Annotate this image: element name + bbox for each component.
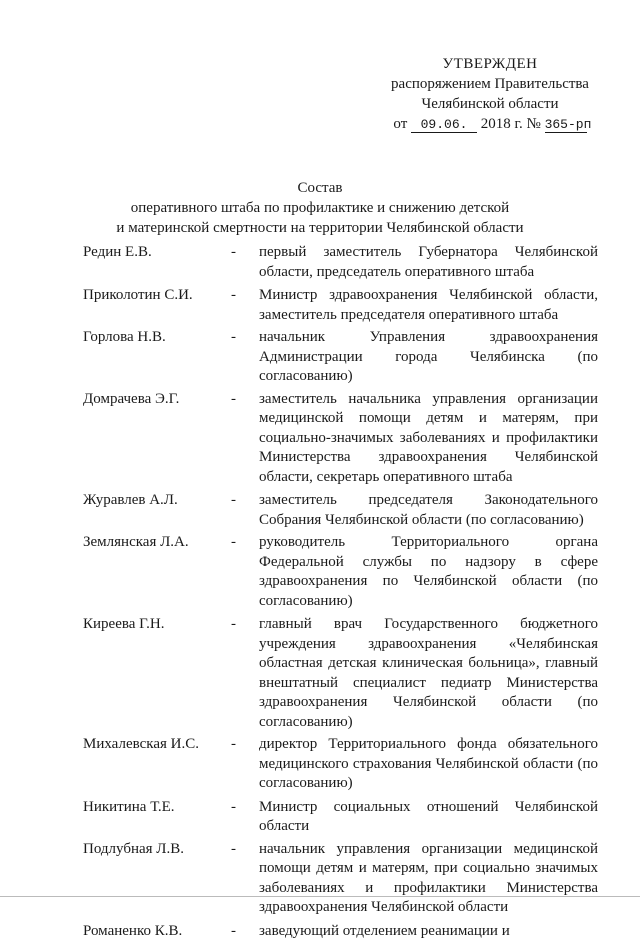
year-label: 2018 г. № [480,116,541,132]
member-dash: - [231,840,236,857]
member-name: Редин Е.В. [83,244,152,260]
member-role: заведующий отделением реанимации и [259,922,510,939]
member-row [83,735,598,794]
member-dash: - [231,287,236,303]
member-row [83,286,598,325]
member-row [83,615,598,732]
approval-date-line [380,114,600,134]
title-line-3: и материнской смертности на территории Челябинской области [116,220,524,236]
member-role: начальник управления организации медицинской помощи детям и матерям, при социально значимых заболеваниях и профилактики Министерства здравоохранения Челябинской области [259,840,598,915]
member-row [83,798,598,837]
member-name: Романенко К.В. [83,922,183,939]
document-title [60,178,580,238]
member-name: Михалевская И.С. [83,736,199,752]
member-dash: - [231,922,236,939]
member-row [83,840,598,918]
approval-block [380,54,600,134]
member-dash: - [231,244,236,260]
approval-number: 365-рп [544,117,592,132]
member-dash: - [231,329,236,345]
title-line-2: оперативного штаба по профилактике и снижению детской [130,200,510,216]
member-row [83,533,598,611]
member-role: руководитель Территориального органа Федеральной службы по надзору в сфере здравоохранения по Челябинской области (по согласованию) [259,534,598,609]
member-dash: - [231,616,236,632]
members-list [83,243,598,944]
approval-line-1: распоряжением Правительства [391,76,589,92]
member-role: директор Территориального фонда обязательного медицинского страхования Челябинской области (по согласованию) [259,736,598,791]
approval-heading: УТВЕРЖДЕН [442,56,538,72]
member-role: начальник Управления здравоохранения Администрации города Челябинска (по согласованию) [259,329,598,384]
member-dash: - [231,736,236,752]
member-role: Министр здравоохранения Челябинской области, заместитель председателя оперативного штаба [259,287,598,323]
member-name: Киреева Г.Н. [83,616,165,632]
member-dash: - [231,390,236,407]
member-name: Горлова Н.В. [83,329,166,345]
member-name: Подлубная Л.В. [83,840,184,857]
member-row [83,243,598,282]
from-label: от [393,116,408,132]
member-name: Приколотин С.И. [83,287,193,303]
approval-line-2: Челябинской области [421,96,559,112]
member-role: заместитель председателя Законодательного Собрания Челябинской области (по согласованию) [259,492,598,528]
member-row [83,491,598,530]
member-role: Министр социальных отношений Челябинской области [259,798,598,834]
member-role: заместитель начальника управления организации медицинской помощи детям и матерям, при социально-значимых заболеваниях и профилактики Министерства здравоохранения Челябинской области, секретарь оперативного штаба [259,390,598,485]
member-name: Землянская Л.А. [83,534,189,550]
page-bottom-edge [0,896,640,897]
member-role: главный врач Государственного бюджетного учреждения здравоохранения «Челябинская областная детская клиническая больница», главный внештатный специалист педиатр Министерства здравоохранения Челябинской области (по согласованию) [259,616,598,730]
member-dash: - [231,798,236,815]
member-dash: - [231,534,236,550]
member-name: Никитина Т.Е. [83,798,175,815]
member-name: Домрачева Э.Г. [83,390,180,407]
approval-date: 09.06. [411,118,477,133]
member-name: Журавлев А.Л. [83,492,178,508]
member-dash: - [231,492,236,508]
member-row [83,328,598,387]
title-line-1: Состав [297,180,343,196]
member-row [83,390,598,488]
member-role: первый заместитель Губернатора Челябинской области, председатель оперативного штаба [259,244,598,280]
member-row [83,922,598,942]
